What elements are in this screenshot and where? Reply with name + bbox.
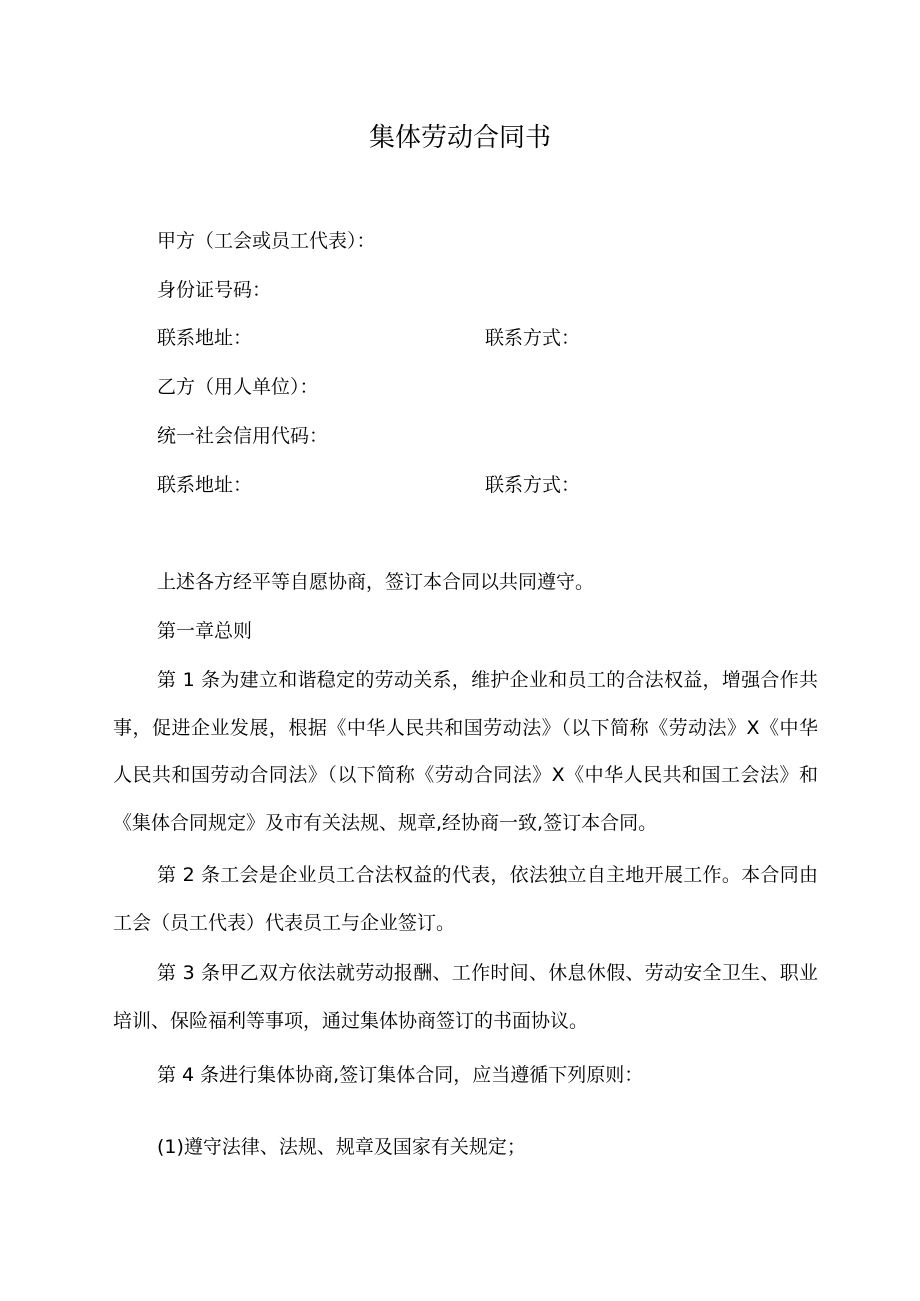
party-b-name-label: 乙方（用人单位）：	[157, 376, 319, 398]
principle-1: (1)遵守法律、法规、规章及国家有关规定；	[157, 1136, 526, 1158]
party-b-contact-row	[157, 470, 581, 500]
party-b-credit-code-label: 统一社会信用代码：	[157, 425, 329, 447]
party-a-address-label: 联系地址：	[157, 327, 253, 349]
party-a-contact-row	[157, 323, 581, 353]
party-a-name-label: 甲方（工会或员工代表）：	[157, 230, 376, 252]
article-2: 第 2 条工会是企业员工合法权益的代表，依法独立自主地开展工作。本合同由工会（员工代表）代表员工与企业签订。	[113, 864, 818, 934]
document-title: 集体劳动合同书	[368, 123, 551, 153]
party-b-contact-label: 联系方式：	[485, 474, 581, 496]
article-4: 第 4 条进行集体协商,签订集体合同，应当遵循下列原则：	[157, 1064, 644, 1086]
chapter-heading: 第一章总则	[157, 620, 253, 642]
party-a-contact-label: 联系方式：	[485, 327, 581, 349]
party-a-id-label: 身份证号码：	[157, 279, 272, 301]
party-b-address-label: 联系地址：	[157, 474, 253, 496]
article-1: 第 1 条为建立和谐稳定的劳动关系，维护企业和员工的合法权益，增强合作共事，促进企业发展，根据《中华人民共和国劳动法》（以下简称《劳动法》X《中华人民共和国劳动合同法》（以下简称《劳动合同法》X《中华人民共和国工会法》和《集体合同规定》及市有关法规、规章,经协商一致,签订本合同。	[113, 669, 818, 834]
article-3: 第 3 条甲乙双方依法就劳动报酬、工作时间、休息休假、劳动安全卫生、职业培训、保险福利等事项，通过集体协商签订的书面协议。	[113, 962, 818, 1032]
intro-paragraph: 上述各方经平等自愿协商，签订本合同以共同遵守。	[157, 571, 595, 593]
